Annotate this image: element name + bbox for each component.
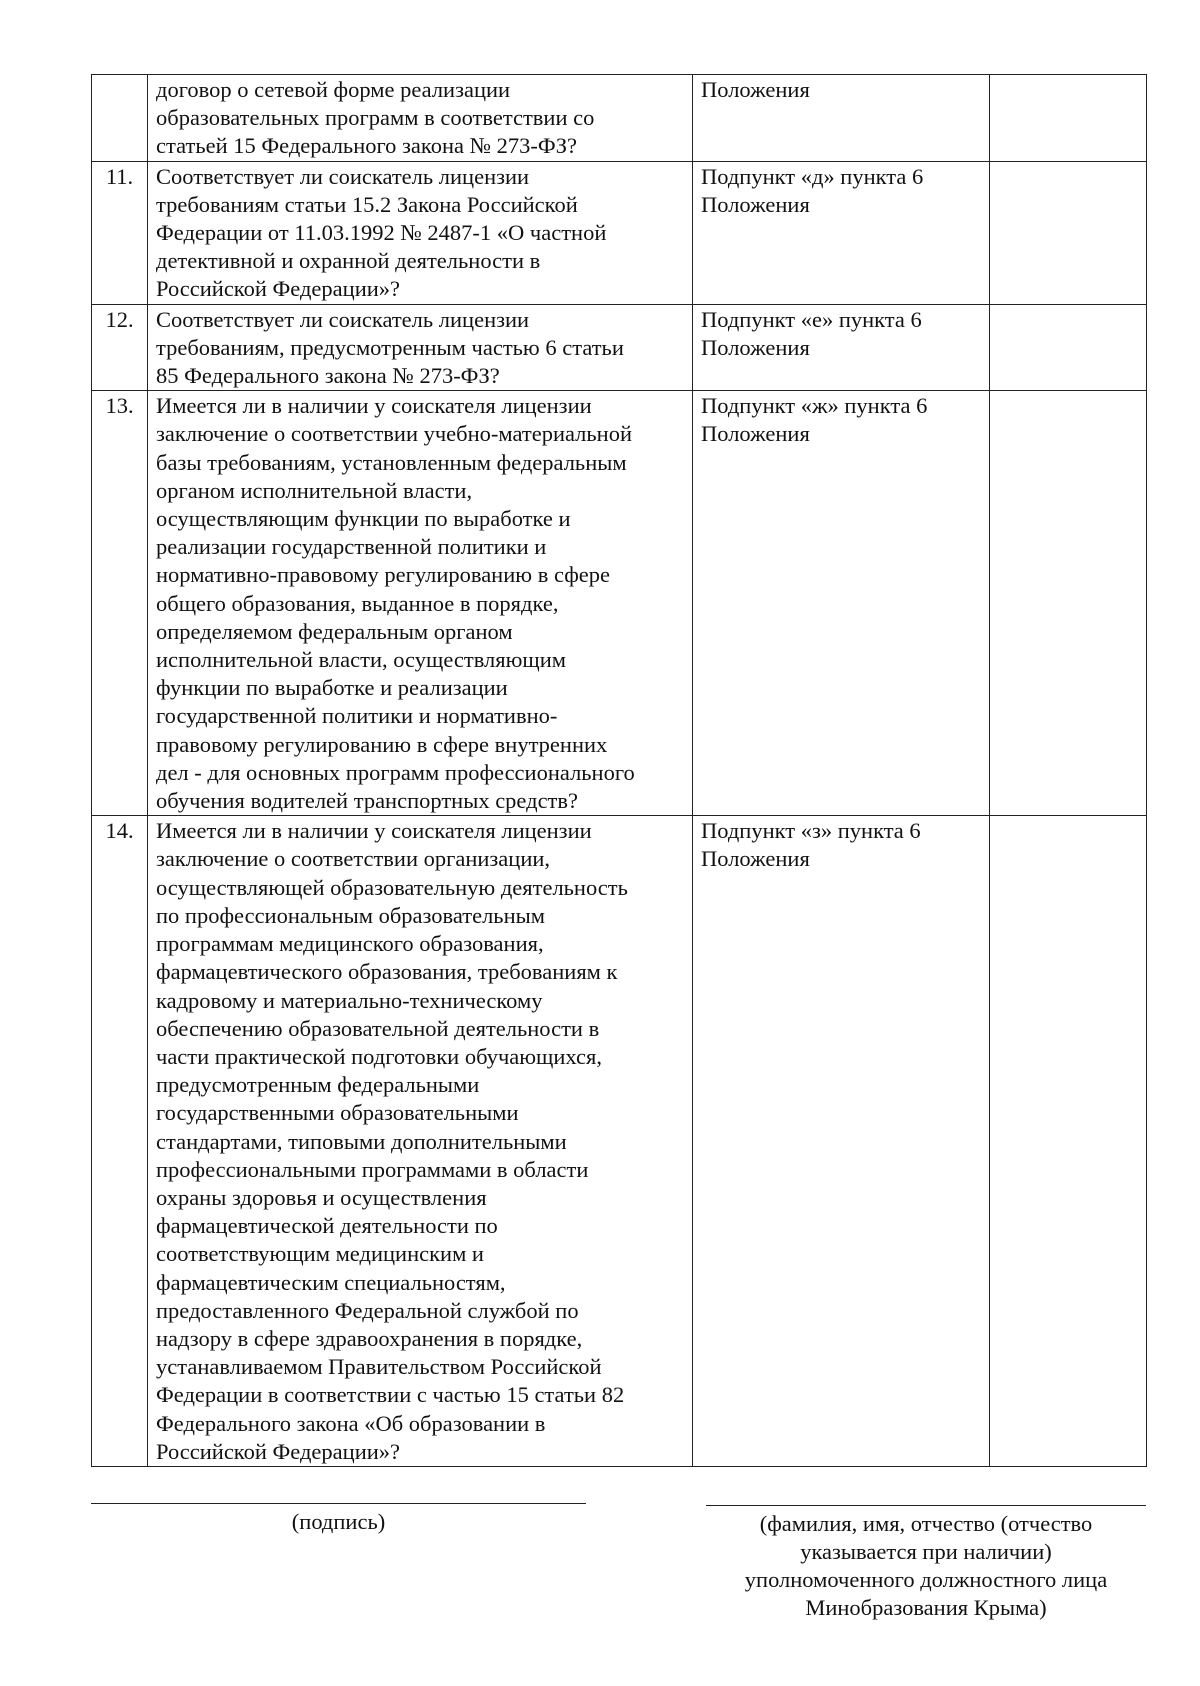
reference-text-line: Подпункт «з» пункта 6: [701, 818, 921, 844]
official-name-line: [706, 1505, 1146, 1506]
question-text-line: правовому регулированию в сфере внутренних: [156, 731, 608, 757]
question-text-line: Имеется ли в наличии у соискателя лицензии: [156, 818, 592, 844]
question-text-line: дел - для основных программ профессионального: [156, 759, 635, 785]
question-text-line: надзору в сфере здравоохранения в порядке,: [156, 1325, 583, 1351]
question-cell: [148, 161, 693, 304]
question-text-line: предусмотренным федеральными: [156, 1072, 480, 1098]
row-number: 14.: [92, 816, 148, 1467]
reference-text-line: Подпункт «д» пункта 6: [701, 163, 924, 189]
official-caption-line: уполномоченного должностного лица: [744, 1567, 1108, 1592]
question-text-line: государственными образовательными: [156, 1100, 519, 1126]
row-number: [92, 75, 148, 162]
question-text-line: профессиональными программами в области: [156, 1156, 589, 1182]
table-row: [92, 304, 1147, 391]
question-text-line: Российской Федерации»?: [156, 1438, 401, 1464]
question-text-line: заключение о соответствии организации,: [156, 846, 551, 872]
table-row: [92, 161, 1147, 304]
row-number: 12.: [92, 304, 148, 391]
question-text-line: образовательных программ в соответствии со: [156, 105, 595, 131]
question-text-line: фармацевтическим специальностям,: [156, 1269, 506, 1295]
question-text-line: фармацевтического образования, требованиям к: [156, 959, 618, 985]
notes-cell: [990, 75, 1147, 162]
question-text-line: определяемом федеральным органом: [156, 618, 513, 644]
reference-cell: [693, 75, 990, 162]
reference-text-line: Положения: [701, 334, 810, 360]
question-text-line: заключение о соответствии учебно-материальной: [156, 421, 633, 447]
question-cell: [148, 391, 693, 816]
notes-cell: [990, 816, 1147, 1467]
question-text-line: реализации государственной политики и: [156, 534, 547, 560]
question-text-line: Российской Федерации»?: [156, 276, 401, 302]
question-text-line: Федерального закона «Об образовании в: [156, 1410, 546, 1436]
question-text-line: Федерации от 11.03.1992 № 2487-1 «О частной: [156, 220, 607, 246]
question-text-line: требованиям статьи 15.2 Закона Российской: [156, 191, 578, 217]
question-text-line: по профессиональным образовательным: [156, 902, 545, 928]
question-text-line: общего образования, выданное в порядке,: [156, 590, 559, 616]
notes-cell: [990, 161, 1147, 304]
official-name-caption: [706, 1510, 1146, 1622]
question-text-line: осуществляющей образовательную деятельность: [156, 874, 628, 900]
question-text-line: предоставленного Федеральной службой по: [156, 1297, 579, 1323]
question-text-line: статьей 15 Федерального закона № 273-ФЗ?: [156, 133, 577, 159]
question-text-line: Имеется ли в наличии у соискателя лицензии: [156, 393, 592, 419]
reference-text-line: Положения: [701, 77, 810, 102]
table-row: [92, 391, 1147, 816]
reference-text-line: Подпункт «е» пункта 6: [701, 306, 922, 332]
reference-text-line: Положения: [701, 191, 810, 217]
question-text-line: фармацевтической деятельности по: [156, 1213, 498, 1239]
question-text-line: стандартами, типовыми дополнительными: [156, 1128, 567, 1154]
question-text-line: Соответствует ли соискатель лицензии: [156, 306, 530, 332]
signature-caption: (подпись): [291, 1509, 386, 1534]
reference-text-line: Подпункт «ж» пункта 6: [701, 393, 928, 419]
reference-cell: [693, 304, 990, 391]
question-text-line: базы требованиям, установленным федеральным: [156, 449, 627, 475]
reference-cell: [693, 161, 990, 304]
question-text-line: нормативно-правовому регулированию в сфере: [156, 562, 611, 588]
question-text-line: государственной политики и нормативно-: [156, 703, 558, 729]
signature-line: [91, 1503, 586, 1504]
table-row: [92, 75, 1147, 162]
question-cell: [148, 304, 693, 391]
checklist-table-body: [92, 75, 1147, 1467]
official-caption-line: (фамилия, имя, отчество (отчество: [759, 1511, 1093, 1536]
question-text-line: детективной и охранной деятельности в: [156, 248, 541, 274]
reference-text-line: Положения: [701, 846, 810, 872]
question-text-line: Соответствует ли соискатель лицензии: [156, 163, 530, 189]
notes-cell: [990, 304, 1147, 391]
row-number: 11.: [92, 161, 148, 304]
question-cell: [148, 816, 693, 1467]
question-text-line: обеспечению образовательной деятельности в: [156, 1015, 600, 1041]
table-row: [92, 816, 1147, 1467]
question-text-line: обучения водителей транспортных средств?: [156, 788, 578, 814]
question-text-line: устанавливаемом Правительством Российской: [156, 1354, 602, 1380]
question-text-line: Федерации в соответствии с частью 15 статьи 82: [156, 1382, 625, 1408]
question-cell: [148, 75, 693, 162]
question-text-line: кадровому и материально-техническому: [156, 987, 543, 1013]
question-text-line: функции по выработке и реализации: [156, 675, 508, 701]
reference-text-line: Положения: [701, 421, 810, 447]
question-text-line: соответствующим медицинским и: [156, 1241, 484, 1267]
question-text-line: исполнительной власти, осуществляющим: [156, 647, 567, 673]
question-text-line: осуществляющим функции по выработке и: [156, 506, 571, 532]
checklist-table: [91, 74, 1147, 1467]
row-number: 13.: [92, 391, 148, 816]
question-text-line: требованиям, предусмотренным частью 6 статьи: [156, 334, 624, 360]
question-text-line: программам медицинского образования,: [156, 931, 544, 957]
official-caption-line: указывается при наличии): [800, 1539, 1052, 1564]
official-caption-line: Минобразования Крыма): [805, 1595, 1047, 1620]
question-text-line: охраны здоровья и осуществления: [156, 1184, 487, 1210]
question-text-line: органом исполнительной власти,: [156, 477, 473, 503]
question-text-line: договор о сетевой форме реализации: [156, 77, 511, 102]
question-text-line: части практической подготовки обучающихся,: [156, 1043, 602, 1069]
reference-cell: [693, 816, 990, 1467]
reference-cell: [693, 391, 990, 816]
question-text-line: 85 Федерального закона № 273-ФЗ?: [156, 363, 500, 389]
notes-cell: [990, 391, 1147, 816]
